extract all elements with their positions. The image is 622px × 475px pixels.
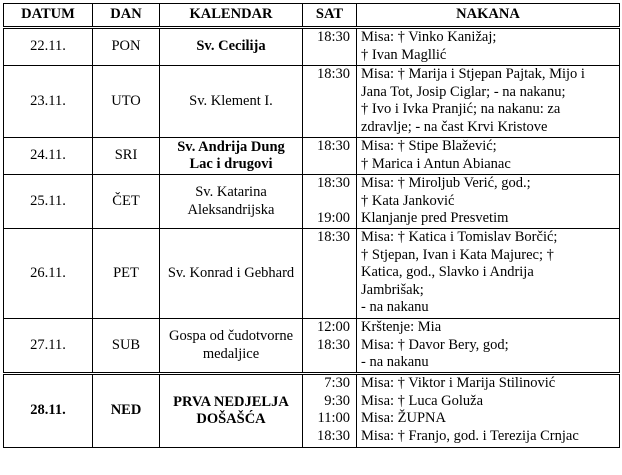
row-times <box>303 175 357 229</box>
intention-line: † Ivo i Ivka Pranjić; na nakanu: za <box>361 101 561 117</box>
row-calendar: Sv. Cecilija <box>160 28 303 66</box>
intention-line: Misa: † Franjo, god. i Terezija Crnjac <box>361 427 579 444</box>
time-entry: 18:30 <box>316 138 350 154</box>
table-row <box>4 229 620 319</box>
intention-line: Misa: † Marija i Stjepan Pajtak, Mijo i <box>361 66 585 82</box>
row-date: 23.11. <box>4 66 93 138</box>
row-times <box>303 374 357 448</box>
row-calendar: Sv. Konrad i Gebhard <box>160 229 303 319</box>
intention-line: - na nakanu <box>361 299 429 315</box>
intention-line: Misa: † Vinko Kanižaj; <box>361 29 497 45</box>
intention-line: † Stjepan, Ivan i Kata Majurec; † <box>361 246 554 263</box>
row-intentions <box>357 374 620 448</box>
table-row <box>4 175 620 229</box>
table-row <box>4 66 620 138</box>
intention-line: Misa: † Miroljub Verić, god.; <box>361 175 531 191</box>
intention-line: Jambrišak; <box>361 281 424 298</box>
row-day: PON <box>93 28 160 66</box>
time-entry: 9:30 <box>324 392 350 409</box>
row-date: 22.11. <box>4 28 93 66</box>
time-entry: 18:30 <box>316 229 350 245</box>
intention-line: Misa: † Luca Goluža <box>361 392 484 409</box>
time-entry: 18:30 <box>316 29 350 45</box>
row-day: NED <box>93 374 160 448</box>
row-intentions <box>357 175 620 229</box>
row-intentions <box>357 319 620 374</box>
header-datum: DATUM <box>4 4 93 28</box>
row-day: SRI <box>93 138 160 175</box>
table-row <box>4 138 620 175</box>
time-entry: 19:00 <box>316 210 350 226</box>
row-day: UTO <box>93 66 160 138</box>
table-row <box>4 28 620 66</box>
time-entry: 18:30 <box>316 175 350 191</box>
row-times <box>303 138 357 175</box>
intention-line: Misa: ŽUPNA <box>361 410 446 426</box>
intention-line: Klanjanje pred Presvetim <box>361 210 509 226</box>
header-nakana: NAKANA <box>357 4 620 28</box>
intention-line: † Ivan Magllić <box>361 46 447 63</box>
time-entry <box>307 193 350 211</box>
intention-line: † Kata Janković <box>361 192 455 209</box>
row-date: 26.11. <box>4 229 93 319</box>
intention-line: † Marica i Antun Abianac <box>361 155 511 172</box>
intention-line: zdravlje; - na čast Krvi Kristove <box>361 118 548 135</box>
row-intentions <box>357 229 620 319</box>
row-calendar: Sv. Klement I. <box>160 66 303 138</box>
time-entry: 18:30 <box>316 427 350 444</box>
intention-line: Misa: † Viktor i Marija Stilinović <box>361 375 556 391</box>
row-day: ČET <box>93 175 160 229</box>
header-dan: DAN <box>93 4 160 28</box>
row-times <box>303 229 357 319</box>
intention-line: Jana Tot, Josip Ciglar; - na nakanu; <box>361 83 566 100</box>
row-calendar: Sv. Katarina Aleksandrijska <box>160 175 303 229</box>
row-date: 27.11. <box>4 319 93 374</box>
intention-line: Katica, god., Slavko i Andrija <box>361 264 534 280</box>
intention-line: Misa: † Katica i Tomislav Borčić; <box>361 229 558 245</box>
table-row <box>4 319 620 374</box>
mass-schedule-table <box>3 3 620 448</box>
row-times <box>303 66 357 138</box>
row-date: 24.11. <box>4 138 93 175</box>
time-entry: 11:00 <box>317 410 350 426</box>
row-intentions <box>357 28 620 66</box>
table-row <box>4 374 620 448</box>
row-date: 28.11. <box>4 374 93 448</box>
header-sat: SAT <box>303 4 357 28</box>
row-intentions <box>357 138 620 175</box>
row-times <box>303 28 357 66</box>
row-times <box>303 319 357 374</box>
row-intentions <box>357 66 620 138</box>
row-date: 25.11. <box>4 175 93 229</box>
intention-line: Misa: † Stipe Blažević; <box>361 138 497 154</box>
intention-line: - na nakanu <box>361 354 429 370</box>
time-entry: 7:30 <box>324 375 350 391</box>
intention-line: Misa: † Davor Bery, god; <box>361 336 509 353</box>
time-entry: 12:00 <box>316 319 350 335</box>
intention-line: Krštenje: Mia <box>361 319 442 335</box>
header-row <box>4 4 620 28</box>
header-kalendar: KALENDAR <box>160 4 303 28</box>
row-day: SUB <box>93 319 160 374</box>
row-calendar: Sv. Andrija Dung Lac i drugovi <box>160 138 303 175</box>
time-entry: 18:30 <box>316 66 350 82</box>
row-calendar: PRVA NEDJELJA DOŠAŠĆA <box>160 374 303 448</box>
row-day: PET <box>93 229 160 319</box>
time-entry: 18:30 <box>316 336 350 353</box>
row-calendar: Gospa od čudotvorne medaljice <box>160 319 303 374</box>
